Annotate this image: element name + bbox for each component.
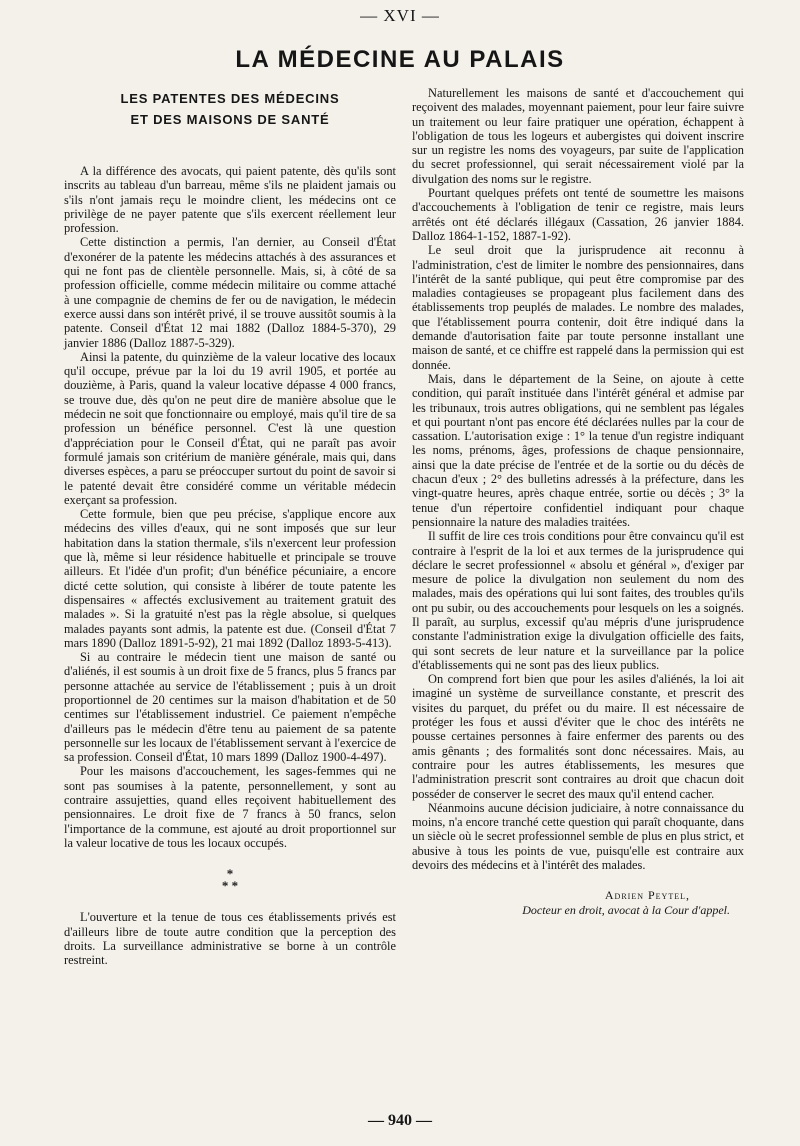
section-title-line-2: ET DES MAISONS DE SANTÉ <box>130 112 330 127</box>
paragraph: Cette formule, bien que peu précise, s'applique encore aux médecins des villes d'eaux, qui ne sont imposés que sur leur habitation dans la station thermale, s'ils n'exercent leur profession que là, même si leur résidence habituelle et principale se trouve ailleurs. Et l'idée d'un profit; d'un bénéfice pécuniaire, a encore dicté cette solution, qui consiste à libérer de toute patente les dispensaires « affectés exclusivement au traitement gratuit des malades ». Si la gratuité n'est pas la règle absolue, si quelques malades payants sont admis, la patente est due. (Conseil d'État 7 mars 1890 (Dalloz 1891-5-92), 21 mai 1892 (Dalloz 1893-5-413). <box>64 507 396 650</box>
paragraph: Mais, dans le département de la Seine, on ajoute à cette condition, qui paraît instituée dans l'intérêt général et admise par les tribunaux, trois autres obligations, qui ne semblent pas légales et qui pourtant n'ont pas encore été déclarées nulles par la cour de cassation. L'autorisation exige : 1° la tenue d'un registre indiquant les noms, prénoms, âges, professions de chaque pensionnaire, ainsi que la date précise de l'entrée et de la sortie ou du décès de chacun d'eux ; 2° des bulletins adressés à la préfecture, dans les vingt-quatre heures, après chaque entrée, sortie ou décès ; 3° la tenue d'un répertoire confidentiel indiquant pour chaque pensionnaire la nature des maladies traitées. <box>412 371 744 529</box>
paragraph: Néanmoins aucune décision judiciaire, à notre connaissance du moins, n'a encore tranché cette question qui paraît choquante, dans un siècle où le secret professionnel semble de plus en plus strict, et abusive à tous les points de vue, puisqu'elle est contraire aux devoirs des médecins et à l'intérêt des malades. <box>412 800 744 873</box>
right-column <box>412 86 744 918</box>
paragraph: Le seul droit que la jurisprudence ait reconnu à l'administration, c'est de limiter le nombre des pensionnaires, dans l'intérêt de la santé publique, qui peut être compromise par des maladies contagieuses se propageant plus facilement dans des établissements trop peuplés de malades. Le nombre des malades, que l'établissement pourra contenir, doit être indiqué dans la demande d'autorisation faite par toute personne installant une maison de santé, et ce chiffre est rappelé dans la permission qui est donnée. <box>412 243 744 372</box>
left-column <box>64 86 396 967</box>
author-signature <box>412 888 744 918</box>
paragraph: Si au contraire le médecin tient une maison de santé ou d'aliénés, il est soumis à un droit fixe de 5 francs, plus 5 francs par personne attachée au service de l'établissement ; puis à un droit proportionnel de 20 centimes sur la maison d'habitation et de 50 centimes sur l'établissement industriel. Ce paiement n'empêche d'ailleurs pas le médecin d'être tenu au paiement de sa patente personnelle sur les locaux de l'établissement servant à l'exercice de sa profession. Conseil d'État, 10 mars 1899 (Dalloz 1900-4-497). <box>64 650 396 765</box>
paragraph: Naturellement les maisons de santé et d'accouchement qui reçoivent des malades, moyennant paiement, pour leur faire suivre un traitement ou leur faire pratiquer une opération, échappent à l'obligation de tous les logeurs et aubergistes qui doivent inscrire sur un registre les noms des voyageurs, par suite de l'application du secret professionnel, qui serait nécessairement violé par la divulgation des noms sur le registre. <box>412 86 744 186</box>
section-separator <box>64 868 396 892</box>
author-name: Adrien Peytel, <box>604 888 690 903</box>
section-title <box>64 88 396 130</box>
paragraph: A la différence des avocats, qui paient patente, dès qu'ils sont inscrits au tableau d'un barreau, même s'ils ne plaident jamais ou s'ils n'ont jamais reçu le moindre client, les médecins ont ce privilège de ne payer patente que s'ils exercent réellement leur profession. <box>64 164 396 236</box>
separator-stars-bottom: * * <box>221 878 239 894</box>
page-number: — 940 — <box>368 1112 432 1129</box>
paragraph: Pourtant quelques préfets ont tenté de soumettre les maisons d'accouchements à l'obligation de tenir ce registre, mais leurs arrêtés ont été déclarés illégaux (Cassation, 26 janvier 1884. Dalloz 1864-1-152, 1887-1-92). <box>412 186 744 243</box>
author-title: Docteur en droit, avocat à la Cour d'appel. <box>522 903 730 918</box>
paragraph: Pour les maisons d'accouchement, les sages-femmes qui ne sont pas soumises à la patente, personnellement, y sont au contraire assujetties, quand elles reçoivent habituellement des pensionnaires. Le droit fixe de 7 francs à 50 francs, selon l'importance de la commune, est ajouté au droit proportionnel sur la valeur locative de tous les locaux occupés. <box>64 764 396 850</box>
section-title-line-1: LES PATENTES DES MÉDECINS <box>120 91 340 106</box>
page-title: LA MÉDECINE AU PALAIS <box>235 46 565 73</box>
separator-star-top: * <box>226 866 234 882</box>
paragraph: On comprend fort bien que pour les asiles d'aliénés, la loi ait imaginé un système de surveillance constante, et prescrit des visites du parquet, du préfet ou du maire. Il est nécessaire de protéger les fous et aussi d'éviter que le choc des intérêts ne pousse certaines personnes à faire enfermer des parents ou des amis gênants ; des formalités sont donc nécessaires. Mais, au contraire pour les autres établissements, les mesures que l'administration prescrit sont contraires au droit que chacun doit posséder de conserver le secret des maux qu'il entend cacher. <box>412 672 744 801</box>
paragraph: Cette distinction a permis, l'an dernier, au Conseil d'État d'exonérer de la patente les médecins attachés à des assurances et qui ne font pas de clientèle personnelle. Mais, si, à côté de sa profession officielle, comme médecin militaire ou comme attaché à une compagnie de chemins de fer ou de navigation, le médecin exerce aussi dans son intérêt privé, il se trouve aussitôt soumis à la patente. Conseil d'État 12 mai 1882 (Dalloz 1884-5-370), 29 janvier 1886 (Dalloz 1887-5-329). <box>64 235 396 350</box>
paragraph: Il suffit de lire ces trois conditions pour être convaincu qu'il est contraire à l'esprit de la loi et aux termes de la jurisprudence qui déclare le secret professionnel « absolu et général », d'exiger par mesure de police la divulgation non seulement du nom des malades, mais des opérations qui lui sont faites, des troubles qu'ils ont pu subir, ou des accouchements pour lesquels on les a soignés. Il paraît, au surplus, excessif qu'au mépris d'une jurisprudence constante l'administration exige la divulgation officielle des faits, qui sont secrets de leur nature et la surveillance par la police d'établissements qui ne sont pas des lieux publics. <box>412 529 744 672</box>
header-folio: — XVI — <box>360 6 440 25</box>
paragraph: L'ouverture et la tenue de tous ces établissements privés est d'ailleurs libre de toute autre condition que la perception des droits. La surveillance administrative se borne à un contrôle restreint. <box>64 910 396 968</box>
paragraph: Ainsi la patente, du quinzième de la valeur locative des locaux qu'il occupe, prévue par la loi du 19 avril 1905, et portée au douzième, à Paris, quand la valeur locative dépasse 4 000 francs, se trouve due, dès qu'on ne peut dire de manière absolue que le médecin ne soit que fonctionnaire ou employé, mais qu'il tire de sa profession un bénéfice personnel. C'est là une question d'appréciation pour le Conseil d'État, qui ne paraît pas avoir formulé jamais son critérium de manière générale, mais qui, dans diverses espèces, a paru se préoccuper surtout du point de savoir si le patenté devait être considéré comme un véritable médecin exerçant sa profession. <box>64 349 396 507</box>
